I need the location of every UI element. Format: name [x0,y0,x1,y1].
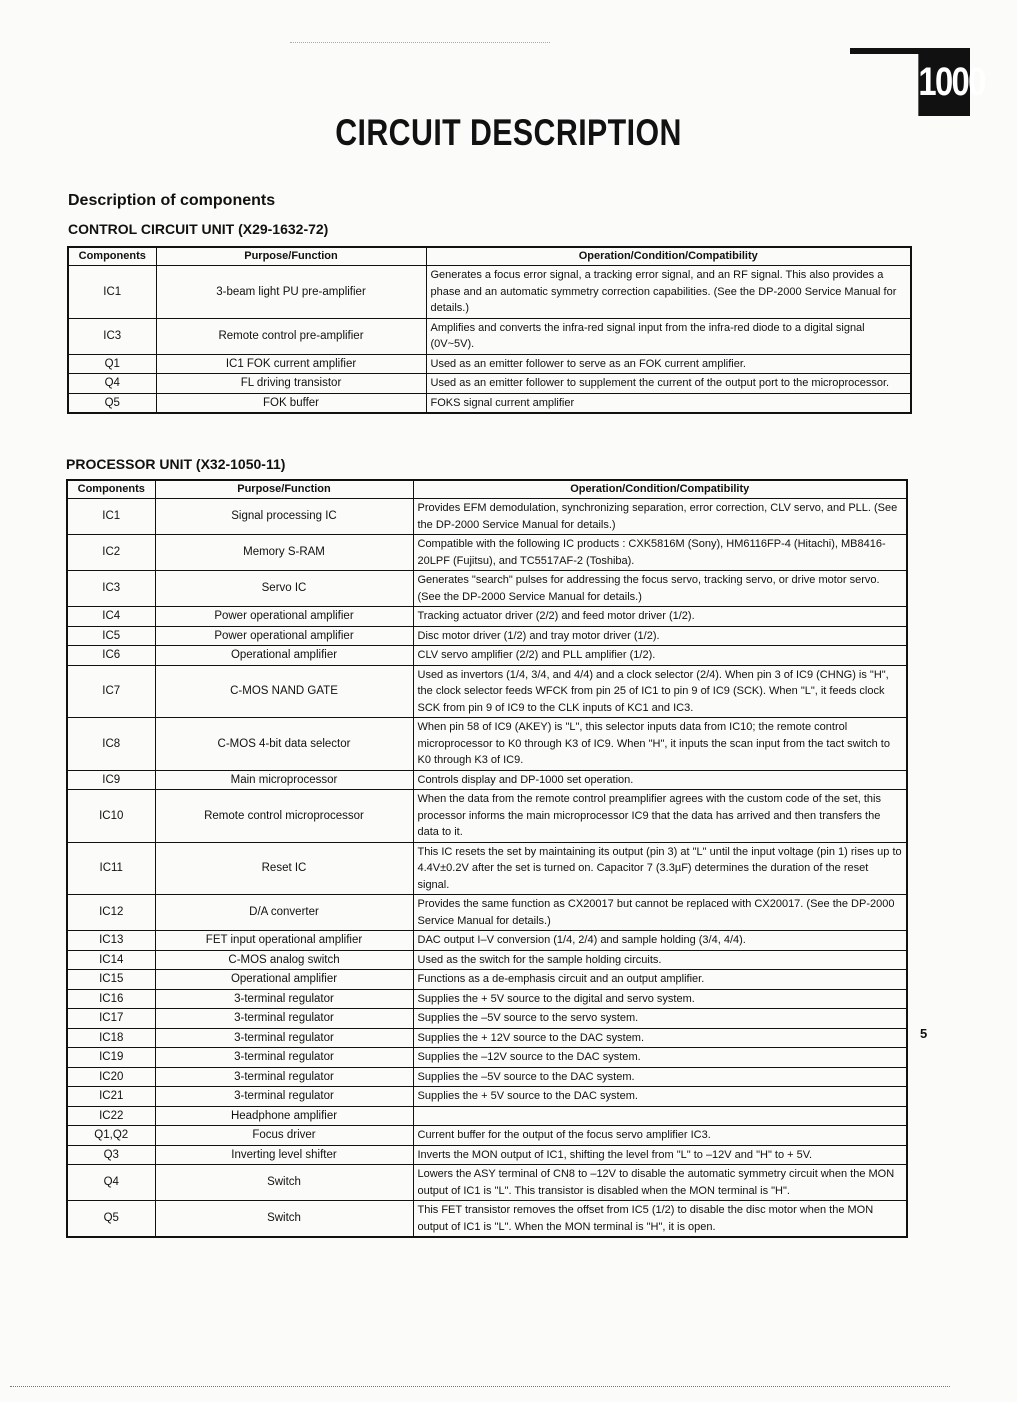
table-row [67,989,907,1009]
purpose-cell: C-MOS 4-bit data selector [155,718,413,771]
component-cell: IC7 [67,665,155,718]
component-cell: IC16 [67,989,155,1009]
table-row [67,1106,907,1126]
component-cell: Q4 [67,1165,155,1201]
processor-unit-heading: PROCESSOR UNIT (X32-1050-11) [66,456,286,472]
component-cell: Q4 [68,374,156,394]
purpose-cell: 3-terminal regulator [155,1067,413,1087]
operation-cell: Supplies the + 5V source to the DAC system. [413,1087,907,1107]
operation-cell: Controls display and DP-1000 set operation. [413,770,907,790]
component-cell: IC14 [67,950,155,970]
model-tab: 1000 [918,48,970,116]
operation-cell: Generates a focus error signal, a tracking error signal, and an RF signal. This also provides a phase and an automatic symmetry correction capabilities. (See the DP-2000 Service Manual for details.) [426,266,911,319]
purpose-cell: FL driving transistor [156,374,426,394]
component-cell: IC6 [67,646,155,666]
component-cell: IC1 [68,266,156,319]
scan-noise-top [290,42,550,45]
table-row [67,646,907,666]
operation-cell: Functions as a de-emphasis circuit and an output amplifier. [413,970,907,990]
component-cell: IC13 [67,931,155,951]
component-cell: IC22 [67,1106,155,1126]
purpose-cell: Operational amplifier [155,970,413,990]
col-header: Components [68,247,156,266]
table-row [68,374,911,394]
purpose-cell: Reset IC [155,842,413,895]
purpose-cell: C-MOS analog switch [155,950,413,970]
operation-cell: Supplies the + 12V source to the DAC system. [413,1028,907,1048]
purpose-cell: Memory S-RAM [155,535,413,571]
table-row [67,790,907,843]
purpose-cell: Remote control pre-amplifier [156,318,426,354]
table-row [67,535,907,571]
table-row [67,950,907,970]
operation-cell: Lowers the ASY terminal of CN8 to –12V to disable the automatic symmetry circuit when the MON output of IC1 is "L". This transistor is disabled when the MON terminal is "H". [413,1165,907,1201]
operation-cell: Tracking actuator driver (2/2) and feed motor driver (1/2). [413,607,907,627]
operation-cell: Provides EFM demodulation, synchronizing separation, error correction, CLV servo, and PLL. (See the DP-2000 Service Manual for details.) [413,499,907,535]
col-header: Purpose/Function [156,247,426,266]
purpose-cell: Headphone amplifier [155,1106,413,1126]
purpose-cell: C-MOS NAND GATE [155,665,413,718]
operation-cell: CLV servo amplifier (2/2) and PLL amplifier (1/2). [413,646,907,666]
component-cell: IC10 [67,790,155,843]
table-row [68,354,911,374]
table-row [67,970,907,990]
scan-noise-bottom [10,1386,950,1389]
component-cell: IC9 [67,770,155,790]
operation-cell: Compatible with the following IC products : CXK5816M (Sony), HM6116FP-4 (Hitachi), MB8416-20LPF (Fujitsu), and TC5517AF-2 (Toshiba). [413,535,907,571]
table-row [67,1028,907,1048]
component-cell: IC18 [67,1028,155,1048]
purpose-cell: Remote control microprocessor [155,790,413,843]
section-subtitle: Description of components [68,192,276,209]
operation-cell: Supplies the –12V source to the DAC system. [413,1048,907,1068]
operation-cell: FOKS signal current amplifier [426,393,911,413]
table-row [68,318,911,354]
component-cell: IC17 [67,1009,155,1029]
component-cell: IC3 [67,571,155,607]
operation-cell: Amplifies and converts the infra-red signal input from the infra-red diode to a digital signal (0V~5V). [426,318,911,354]
component-cell: IC1 [67,499,155,535]
table-row [67,770,907,790]
component-cell: IC4 [67,607,155,627]
purpose-cell: Signal processing IC [155,499,413,535]
purpose-cell: 3-terminal regulator [155,1087,413,1107]
operation-cell: Used as an emitter follower to supplement the current of the output port to the microprocessor. [426,374,911,394]
page-number: 5 [920,1026,928,1041]
purpose-cell: FET input operational amplifier [155,931,413,951]
purpose-cell: IC1 FOK current amplifier [156,354,426,374]
operation-cell: When pin 58 of IC9 (AKEY) is "L", this selector inputs data from IC10; the remote control microprocessor to K0 through K3 of IC9. When "H", it inputs the scan input from the tact switch to K0 through K3 of IC9. [413,718,907,771]
table-header-row [68,247,911,266]
component-cell: IC20 [67,1067,155,1087]
component-cell: IC2 [67,535,155,571]
operation-cell: Used as an emitter follower to serve as an FOK current amplifier. [426,354,911,374]
operation-cell: Used as the switch for the sample holding circuits. [413,950,907,970]
col-header: Operation/Condition/Compatibility [413,480,907,499]
purpose-cell: 3-terminal regulator [155,1048,413,1068]
table-row [67,1201,907,1238]
purpose-cell: FOK buffer [156,393,426,413]
component-cell: Q1,Q2 [67,1126,155,1146]
operation-cell: Supplies the –5V source to the servo system. [413,1009,907,1029]
purpose-cell: Main microprocessor [155,770,413,790]
component-cell: IC19 [67,1048,155,1068]
control-unit-heading: CONTROL CIRCUIT UNIT (X29-1632-72) [68,221,329,237]
table-row [67,499,907,535]
operation-cell: This IC resets the set by maintaining its output (pin 3) at "L" until the input voltage (pin 1) rises up to 4.4V±0.2V after the set is turned on. Capacitor 7 (3.3µF) determines the duration of the reset signal. [413,842,907,895]
table-row [67,1067,907,1087]
purpose-cell: 3-terminal regulator [155,1009,413,1029]
table-row [67,842,907,895]
component-cell: Q5 [68,393,156,413]
table-row [67,931,907,951]
purpose-cell: Operational amplifier [155,646,413,666]
operation-cell: Disc motor driver (1/2) and tray motor driver (1/2). [413,626,907,646]
component-cell: IC3 [68,318,156,354]
purpose-cell: Servo IC [155,571,413,607]
col-header: Purpose/Function [155,480,413,499]
purpose-cell: 3-terminal regulator [155,1028,413,1048]
operation-cell: Used as invertors (1/4, 3/4, and 4/4) and a clock selector (2/4). When pin 3 of IC9 (CHNG) is "H", the clock selector feeds WFCK from pin 25 of IC1 to pin 9 of IC9 (SCK). When "L", it feeds clock SCK from pin 9 of IC9 to the CLK inputs of KC1 and IC3. [413,665,907,718]
component-cell: IC8 [67,718,155,771]
component-cell: Q1 [68,354,156,374]
purpose-cell: Switch [155,1165,413,1201]
table-row [68,266,911,319]
control-unit-table [67,246,912,414]
component-cell: Q5 [67,1201,155,1238]
table-row [67,1126,907,1146]
purpose-cell: Focus driver [155,1126,413,1146]
component-cell: Q3 [67,1145,155,1165]
component-cell: IC5 [67,626,155,646]
purpose-cell: D/A converter [155,895,413,931]
table-row [68,393,911,413]
operation-cell: Inverts the MON output of IC1, shifting the level from "L" to –12V and "H" to + 5V. [413,1145,907,1165]
component-cell: IC21 [67,1087,155,1107]
operation-cell: DAC output I–V conversion (1/4, 2/4) and sample holding (3/4, 4/4). [413,931,907,951]
table-row [67,607,907,627]
table-row [67,1145,907,1165]
table-row [67,665,907,718]
operation-cell: Provides the same function as CX20017 but cannot be replaced with CX20017. (See the DP-2000 Service Manual for details.) [413,895,907,931]
operation-cell: Current buffer for the output of the focus servo amplifier IC3. [413,1126,907,1146]
purpose-cell: Power operational amplifier [155,607,413,627]
table-header-row [67,480,907,499]
purpose-cell: 3-terminal regulator [155,989,413,1009]
purpose-cell: Power operational amplifier [155,626,413,646]
col-header: Components [67,480,155,499]
table-row [67,895,907,931]
operation-cell: When the data from the remote control preamplifier agrees with the custom code of the set, this processor informs the main microprocessor IC9 that the data has arrived and then transfers the data to it. [413,790,907,843]
table-row [67,1009,907,1029]
component-cell: IC11 [67,842,155,895]
operation-cell: Generates "search" pulses for addressing the focus servo, tracking servo, or drive motor servo. (See the DP-2000 Service Manual for details.) [413,571,907,607]
purpose-cell: 3-beam light PU pre-amplifier [156,266,426,319]
table-row [67,571,907,607]
page-title: CIRCUIT DESCRIPTION [335,112,682,153]
operation-cell: Supplies the + 5V source to the digital and servo system. [413,989,907,1009]
table-row [67,1087,907,1107]
table-row [67,1165,907,1201]
purpose-cell: Inverting level shifter [155,1145,413,1165]
operation-cell: Supplies the –5V source to the DAC system. [413,1067,907,1087]
col-header: Operation/Condition/Compatibility [426,247,911,266]
table-row [67,1048,907,1068]
operation-cell: This FET transistor removes the offset from IC5 (1/2) to disable the disc motor when the MON output of IC1 is "L". When the MON terminal is "H", it is open. [413,1201,907,1238]
processor-unit-table [66,479,908,1238]
purpose-cell: Switch [155,1201,413,1238]
table-row [67,626,907,646]
table-row [67,718,907,771]
operation-cell [413,1106,907,1126]
component-cell: IC15 [67,970,155,990]
component-cell: IC12 [67,895,155,931]
